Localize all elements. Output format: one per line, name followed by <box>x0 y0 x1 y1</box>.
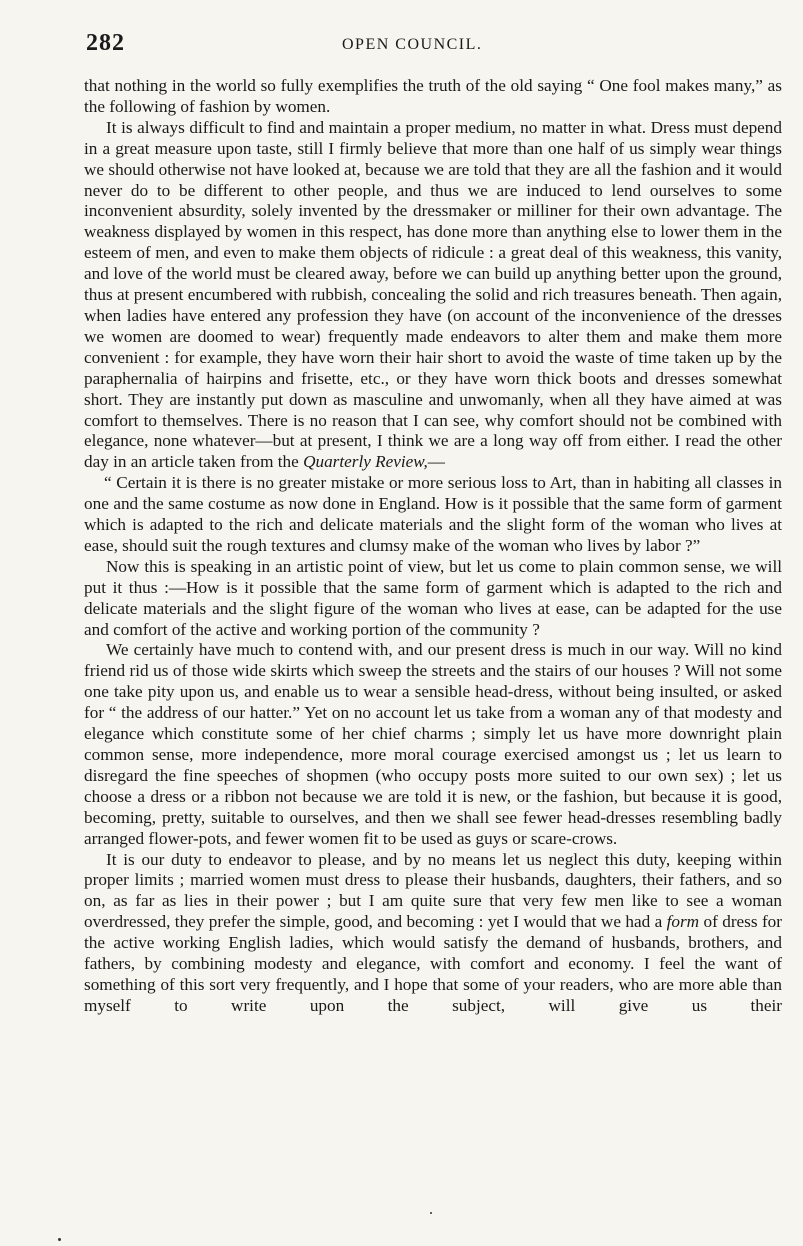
ink-speck <box>58 1238 61 1241</box>
ink-speck <box>430 1212 432 1214</box>
paragraph-5: We certainly have much to contend with, and our present dress is much in our way. Will no kind friend rid us of those wide skirts which sweep the streets and the stairs of our houses ? Will not some one take pity upon us, and enable us to wear a sensible head-dress, without being insulted, or asked for “ the address of our hatter.” Yet on no account let us take from a woman any of that modesty and elegance which constitute some of her chief charms ; simply let us have more downright plain common sense, more independence, more moral courage exercised amongst us ; let us learn to disregard the fine speeches of shopmen (who occupy posts more suited to our own sex) ; let us choose a dress or a ribbon not because we are told it is new, or the fashion, but because it is good, becoming, pretty, suitable to ourselves, and then we shall see fewer head-dresses resembling badly arranged flower-pots, and fewer women fit to be used as guys or scare-crows. <box>84 640 782 848</box>
journal-title: Quarterly Review, <box>303 452 428 472</box>
article-body <box>84 76 782 1017</box>
paragraph-4: Now this is speaking in an artistic point of view, but let us come to plain common sense, we will put it thus :—How is it possible that the same form of garment which is adapted to the rich and delicate materials and the slight figure of the woman who lives at ease, can be adapted for the use and comfort of the active and working portion of the community ? <box>84 556 782 639</box>
page-header <box>86 30 782 60</box>
paragraph-1: that nothing in the world so fully exemplifies the truth of the old saying “ One fool makes many,” as the following of fashion by women. <box>84 76 782 116</box>
italic-form: form <box>666 912 700 932</box>
quotation-paragraph: “ Certain it is there is no greater mistake or more serious loss to Art, than in habiting all classes in one and the same costume as now done in England. How is it possible that the same form of garment which is adapted to the rich and delicate materials and the slight form of the woman who lives at ease, should suit the rough textures and clumsy make of the woman who lives by labor ?” <box>84 473 782 555</box>
page-number: 282 <box>86 30 125 56</box>
running-head: OPEN COUNCIL. <box>342 36 483 53</box>
paragraph-2: It is always difficult to find and maintain a proper medium, no matter in what. Dress must depend in a great measure upon taste, still I firmly believe that more than one half of us simply wear things we should otherwise not have looked at, because we are told that they are all the fashion and it would never do to be different to other people, and thus we are induced to lend ourselves to some inconvenient absurdity, solely invented by the dressmaker or milliner for their own advantage. The weakness displayed by women in this respect, has done more than anything else to lower them in the esteem of men, and even to make them objects of ridicule : a great deal of this weakness, this vanity, and love of the world must be cleared away, before we can build up anything better upon the ground, thus at present encumbered with rubbish, concealing the solid and rich treasures beneath. Then again, when ladies have entered any profession they have (on account of the inconvenience of the dresses we women are doomed to wear) frequently made endeavors to alter them and make them more convenient : for example, they have worn their hair short to avoid the waste of time taken up by the paraphernalia of hairpins and frisette, etc., or they have worn thick boots and dresses somewhat short. They are instantly put down as masculine and unwomanly, when all they have aimed at was comfort to themselves. There is no reason that I can see, why comfort should not be combined with elegance, none whatever—but at present, I think we are a long way off from either. I read the other day in an article taken from the Quarterly Review,— <box>84 117 782 472</box>
paragraph-6: It is our duty to endeavor to please, and by no means let us neglect this duty, keeping within proper limits ; married women must dress to please their husbands, daughters, their fathers, and so on, as far as lies in their power ; but I am quite sure that very few men like to see a woman overdressed, they prefer the simple, good, and becoming : yet I would that we had a form of dress for the active working English ladies, which would satisfy the demand of husbands, brothers, and fathers, by combining modesty and elegance, with comfort and economy. I feel the want of something of this sort very frequently, and I hope that some of your readers, who are more able than myself to write upon the subject, will give us their <box>84 849 782 1015</box>
